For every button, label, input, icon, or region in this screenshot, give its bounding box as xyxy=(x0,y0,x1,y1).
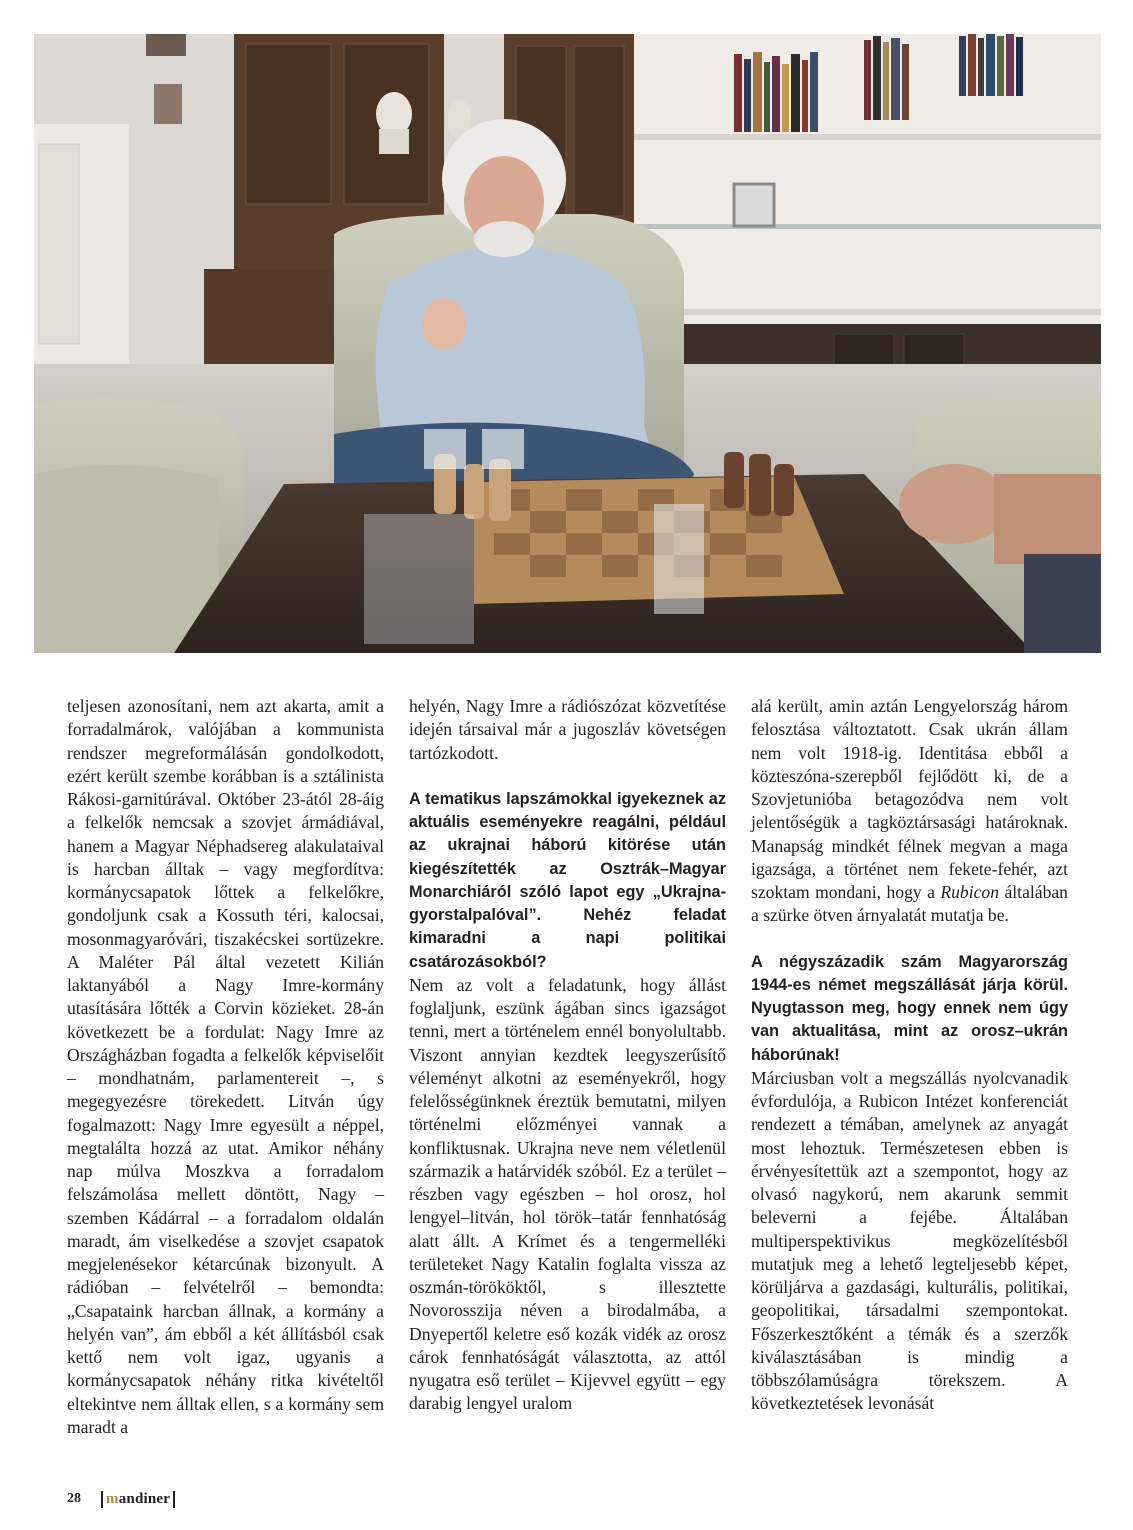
text-column-2 xyxy=(409,695,726,1416)
interview-question: A négyszázadik szám Magyarország 1944-es német megszállását járja körül. Nyugtasson meg, hogy ennek nem úgy van aktualitása, mint az orosz–ukrán háborúnak! xyxy=(751,952,1068,1064)
publication-title: Rubicon xyxy=(940,882,1000,902)
text-run: alá került, amin aztán Lengyelország három felosztása változtatott. Csak ukrán állam nem volt 1918-ig. Identitása ebből a közteszóna-szerepből fejlődött ki, de a Szovjetunióba betagozódva nem volt jelentőségük a tagköztársasági határoknak. Manapság mindkét félnek megvan a maga igazsága, a történet nem fekete-fehér, azt szoktam mondani, hogy a xyxy=(751,696,1068,902)
body-paragraph: teljesen azonosítani, nem azt akarta, amit a forradalmárok, valójában a kommunista rendszer megreformálásán gondolkodott, ezért került szembe korábban is a sztálinista Rákosi-garnitúrával. Október 23-ától 28-áig a felkelők nemcsak a szovjet ármádiával, hanem a Magyar Néphadsereg alakulataival is harcban álltak – vagy megfordítva: kormánycsapatok lőttek a felkelőkre, gondoljunk csak a Kossuth téri, kalocsai, mosonmagyaróvári, tiszakécskei sortüzekre. A Maléter Pál által vezetett Kilián laktanyából a Nagy Imre-kormány utasítására lőtték a Corvin közieket. 28-án következett be a fordulat: Nagy Imre az Országházban fogadta a felkelők képviselőit – mondhatnám, parlamentereit –, s megegyezésre törekedett. Litván úgy fogalmazott: Nagy Imre egyesült a néppel, megtalálta hozzá az utat. Amikor néhány nap múlva Moszkva a forradalom felszámolása mellett döntött, Nagy – szemben Kádárral – a forradalom oldalán maradt, ám viselkedése a szovjet csapatok megjelenésekor kétarcúnak bizonyult. A rádióban – felvételről – bemondta: „Csapataink harcban állnak, a kormány a helyén van”, ám ebből a két állításból csak kettő nem volt igaz, ugyanis a kormánycsapatok néhány ritka kivételtől eltekintve nem álltak ellen, s a kormány sem maradt a xyxy=(67,696,384,1437)
logo-initial: m xyxy=(106,1490,119,1507)
article-photo xyxy=(34,34,1101,653)
page-number: 28 xyxy=(67,1491,81,1506)
logo-bar-left xyxy=(101,1491,103,1508)
body-paragraph xyxy=(751,695,1068,928)
photo-illustration xyxy=(34,34,1101,653)
logo-text: andiner xyxy=(118,1490,171,1507)
logo-bar-right xyxy=(173,1491,175,1508)
body-paragraph: Nem az volt a feladatunk, hogy állást foglaljunk, eszünk ágában sincs igazságot tenni, mert a történelem ennél bonyolultabb. Viszont annyian kezdtek leegyszerűsítő véleményt alkotni az eseményekről, hogy felelősségünknek éreztük bemutatni, milyen történelmi előzményei vannak a konfliktusnak. Ukrajna neve nem véletlenül származik a határvidék szóból. Ez a terület – részben vagy egészben – hol orosz, hol lengyel–litván, hol török–tatár fennhatóság alatt állt. A Krímet és a tengermelléki területeket Nagy Katalin foglalta vissza az oszmán-törököktől, s illesztette Novorosszija néven a birodalmába, a Dnyepertől keletre eső kozák vidék az orosz cárok fennhatóságát választotta, az attól nyugatra eső terület – Kijevvel együtt – egy darabig lengyel uralom xyxy=(409,974,726,1414)
text-run: általában a szürke ötven árnyalatát mutatja be. xyxy=(751,882,1068,926)
body-paragraph: helyén, Nagy Imre a rádiószózat közvetítése idején társaival már a jugoszláv követségen tartózkodott. xyxy=(409,696,726,763)
text-column-3 xyxy=(751,695,1068,1416)
page-footer xyxy=(67,1487,175,1511)
body-paragraph: Márciusban volt a megszállás nyolcvanadik évfordulója, a Rubicon Intézet konferenciát rendezett a témában, amelynek az anyagát most lehoztuk. Természetesen ebben is érvényesítettük azt a szempontot, hogy az olvasó nagykorú, nem akarunk semmit beleverni a fejébe. Általában multiperspektivikus megközelítésből mutatjuk meg a lehető legteljesebb képet, körüljárva a gazdasági, kulturális, politikai, geopolitikai, társadalmi szempontokat. Főszerkesztőként a témák és a szerzők kiválasztásában is mindig a többszólamúságra törekszem. A következtetések levonását xyxy=(751,1067,1068,1414)
text-column-1 xyxy=(67,695,384,1439)
interview-question: A tematikus lapszámokkal igyekeznek az aktuális eseményekre reagálni, például az ukrajnai háború kitörése után kiegészítették az Osztrák–Magyar Monarchiáról szóló lapot egy „Ukrajna-gyorstalpalóval”. Nehéz feladat kimaradni a napi politikai csatározásokból? xyxy=(409,789,726,971)
magazine-logo xyxy=(101,1491,175,1508)
